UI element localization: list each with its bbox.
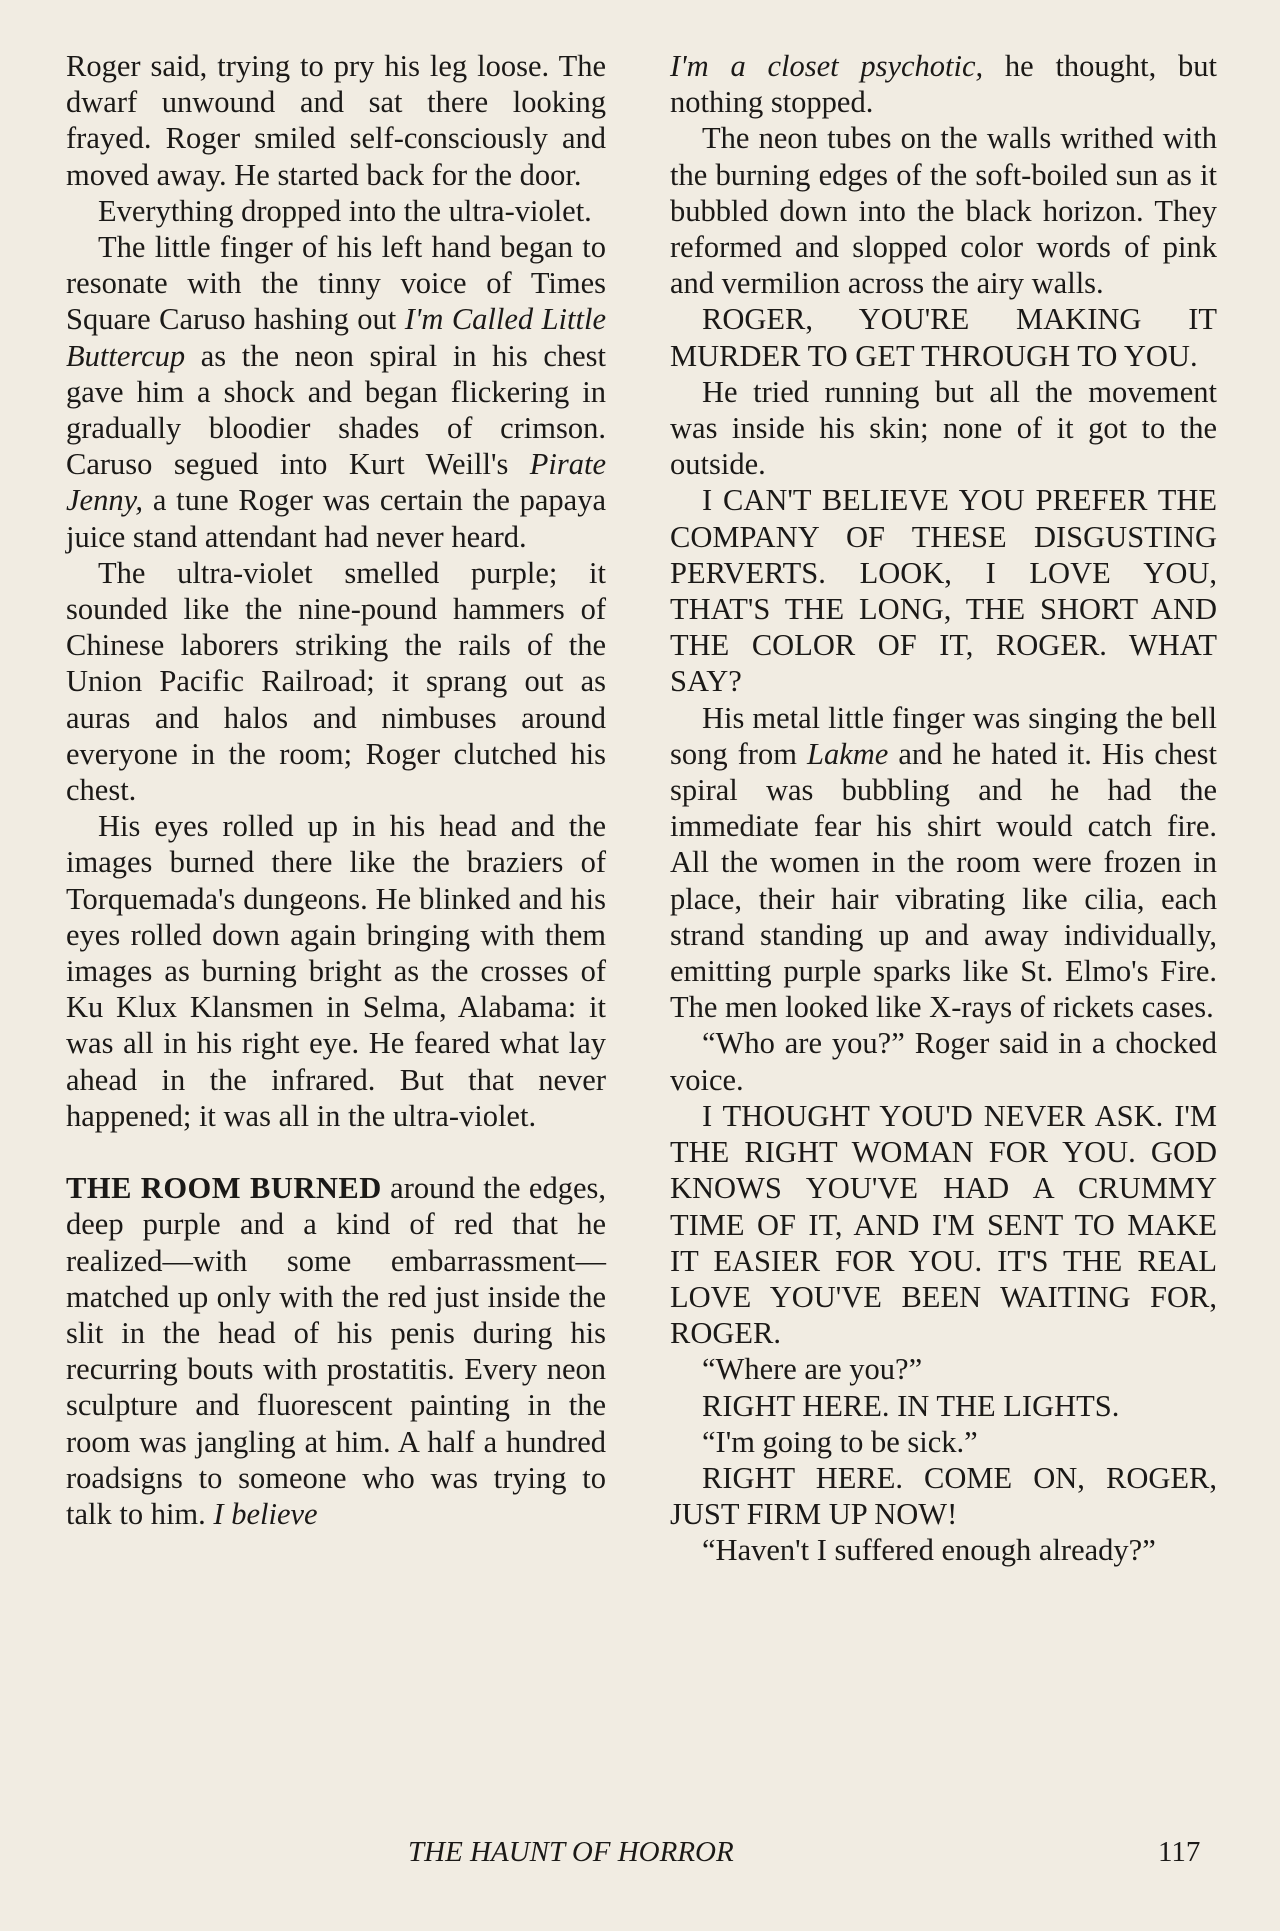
text-run: His metal little finger was singing the bell song from	[670, 700, 1217, 771]
paragraph: “I'm going to be sick.”	[702, 1424, 978, 1459]
left-column	[66, 48, 606, 1532]
song-title: Lakme	[806, 736, 889, 771]
paragraph: RIGHT HERE. COME ON, ROGER, JUST FIRM UP NOW!	[670, 1460, 1217, 1532]
text-run-italic: I believe	[213, 1496, 318, 1531]
paragraph: I CAN'T BELIEVE YOU PREFER THE COMPANY OF THESE DISGUSTING PERVERTS. LOOK, I LOVE YOU, THAT'S THE LONG, THE SHORT AND THE COLOR OF IT, ROGER. WHAT SAY?	[670, 483, 1217, 699]
paragraph: Everything dropped into the ultra-violet.	[98, 193, 592, 228]
paragraph	[670, 700, 1217, 1026]
paragraph: Roger said, trying to pry his leg loose. The dwarf unwound and sat there looking frayed. Roger smiled self-consciously and moved away. He started back for the door.	[66, 49, 606, 192]
section-paragraph	[66, 1170, 606, 1532]
song-title: Pirate Jenny,	[66, 447, 606, 518]
paragraph	[670, 48, 1217, 120]
paragraph	[66, 229, 606, 555]
magazine-title: THE HAUNT OF HORROR	[408, 1836, 734, 1868]
text-run: around the edges, deep purple and a kind of red that he realized—with some embarrassment—matched up only with the red just inside the slit in the head of his penis during his recurring bouts with prostatitis. Every neon sculpture and fluorescent painting in the room was jangling at him. A half a hundred roadsigns to someone who was trying to talk to him.	[66, 1171, 606, 1531]
paragraph: He tried running but all the movement was inside his skin; none of it got to the outside.	[670, 374, 1217, 482]
section-lead-in: THE ROOM BURNED	[66, 1171, 382, 1206]
text-run: as the neon spiral in his chest gave him a shock and began flickering in gradually bloodier shades of crimson. Caruso segued into Kurt Weill's	[66, 338, 606, 482]
paragraph: His eyes rolled up in his head and the images burned there like the braziers of Torquemada's dungeons. He blinked and his eyes rolled down again bringing with them images as burning bright as the crosses of Ku Klux Klansmen in Selma, Alabama: it was all in his right eye. He feared what lay ahead in the infrared. But that never happened; it was all in the ultra-violet.	[66, 809, 606, 1133]
right-column	[670, 48, 1217, 1569]
text-run: a tune Roger was certain the papaya juice stand attendant had never heard.	[66, 483, 606, 554]
text-run: and he hated it. His chest spiral was bubbling and he had the immediate fear his shirt would catch fire. All the women in the room were frozen in place, their hair vibrating like cilia, each strand standing up and away individually, emitting purple sparks like St. Elmo's Fire. The men looked like X-rays of rickets cases.	[670, 736, 1217, 1025]
paragraph: The neon tubes on the walls writhed with the burning edges of the soft-boiled sun as it bubbled down into the black horizon. They reformed and slopped color words of pink and vermilion across the airy walls.	[670, 121, 1217, 301]
paragraph: “Where are you?”	[702, 1352, 923, 1387]
text-run-italic: I'm a closet psychotic,	[670, 49, 984, 83]
paragraph: ROGER, YOU'RE MAKING IT MURDER TO GET THROUGH TO YOU.	[670, 302, 1217, 373]
page-footer	[0, 1832, 1280, 1872]
paragraph: RIGHT HERE. IN THE LIGHTS.	[702, 1388, 1120, 1423]
song-title: I'm Called Little Buttercup	[66, 302, 606, 373]
paragraph: I THOUGHT YOU'D NEVER ASK. I'M THE RIGHT WOMAN FOR YOU. GOD KNOWS YOU'VE HAD A CRUMMY TIME OF IT, AND I'M SENT TO MAKE IT EASIER FOR YOU. IT'S THE REAL LOVE YOU'VE BEEN WAITING FOR, ROGER.	[670, 1098, 1217, 1351]
paragraph: “Haven't I suffered enough already?”	[702, 1533, 1156, 1568]
paragraph: “Who are you?” Roger said in a chocked voice.	[670, 1026, 1217, 1097]
page-number: 117	[1158, 1836, 1201, 1868]
paragraph: The ultra-violet smelled purple; it sounded like the nine-pound hammers of Chinese laborers striking the rails of the Union Pacific Railroad; it sprang out as auras and halos and nimbuses around everyone in the room; Roger clutched his chest.	[66, 555, 606, 808]
text-run: he thought, but nothing stopped.	[670, 49, 1217, 120]
text-run: The little finger of his left hand began to resonate with the tinny voice of Times Square Caruso hashing out	[66, 230, 606, 337]
